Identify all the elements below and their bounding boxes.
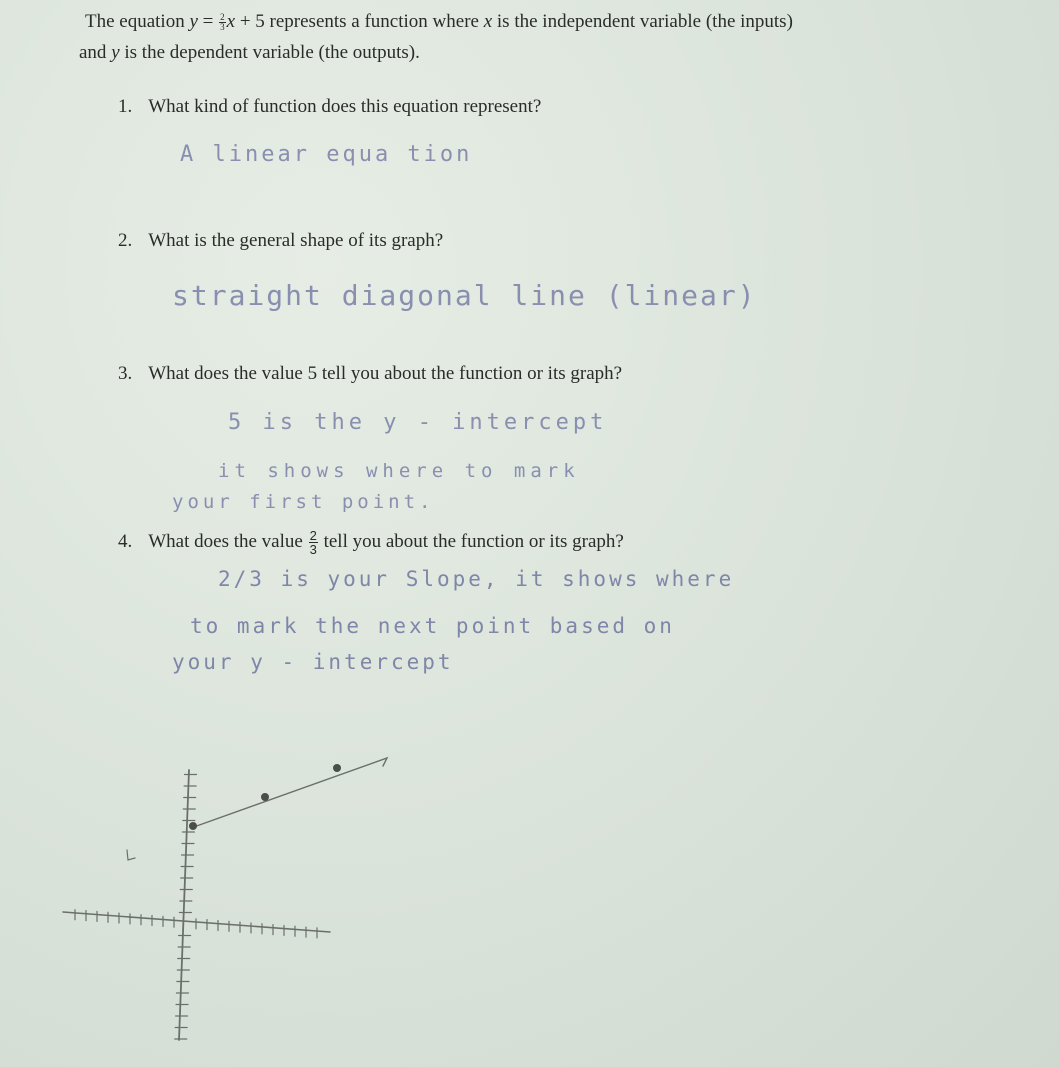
answer-3-line-3: your first point. [172, 491, 435, 513]
intro-line-2: and y is the dependent variable (the outputs). [79, 42, 420, 63]
plotted-point [333, 764, 341, 772]
question-1: 1. What kind of function does this equation represent? [118, 96, 542, 117]
stray-mark [127, 850, 135, 860]
answer-4-line-2: to mark the next point based on [190, 614, 675, 638]
answer-3-line-1: 5 is the y - intercept [228, 410, 608, 435]
question-2: 2. What is the general shape of its graph? [118, 230, 444, 251]
intro-fraction: $\frac{2}{3}$ [220, 12, 225, 33]
answer-1-line-1: A linear equa tion [180, 142, 473, 167]
answer-3-line-2: it shows where to mark [218, 460, 580, 482]
question-4-fraction: $\frac{2}{3}$ [309, 528, 317, 557]
answer-2-line-1: straight diagonal line (linear) [172, 279, 757, 312]
question-3: 3. What does the value 5 tell you about the function or its graph? [118, 363, 623, 384]
plotted-point [261, 793, 269, 801]
answer-4-line-1: 2/3 is your Slope, it shows where [218, 567, 735, 591]
graph-sketch [63, 758, 387, 1040]
plotted-point [189, 822, 197, 830]
plotted-line [191, 758, 387, 828]
hand-drawn-graph [55, 740, 395, 1050]
question-4: 4. What does the value $\frac{2}{3}$ tell you about the function or its graph? [118, 528, 624, 557]
answer-4-line-3: your y - intercept [172, 650, 454, 674]
y-axis [179, 770, 189, 1040]
intro-line-1: The equation y = $\frac{2}{3}$ x + 5 represents a function where x is the independent variable (the inputs) [85, 11, 793, 33]
